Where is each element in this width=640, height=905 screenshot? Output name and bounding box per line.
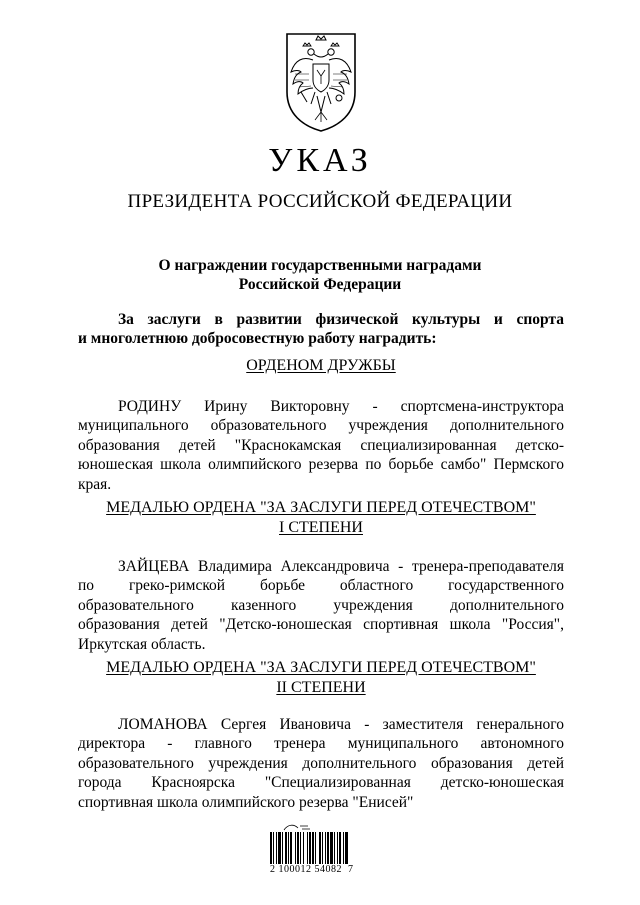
recipient-line: образования детей "Детско-юношеская спортивная школа "Россия", <box>78 616 564 634</box>
award-degree-line: II СТЕПЕНИ <box>276 679 366 696</box>
recipient-line: города Красноярска "Специализированная детско-юношеская <box>78 774 564 792</box>
recipient-line: края. <box>78 475 112 493</box>
recipient-line: юношеская школа олимпийского резерва по борьбе самбо" Пермского <box>78 456 564 474</box>
decree-intro <box>78 310 564 348</box>
barcode <box>262 822 382 882</box>
document-subtitle: ПРЕЗИДЕНТА РОССИЙСКОЙ ФЕДЕРАЦИИ <box>127 191 513 212</box>
recipient-line: образовательного казенного учреждения дополнительного <box>78 596 564 614</box>
award-recipient-zaitsev <box>78 557 564 654</box>
intro-line-1: За заслуги в развитии физической культуры и спорта <box>118 311 564 328</box>
award-name-line: МЕДАЛЬЮ ОРДЕНА "ЗА ЗАСЛУГИ ПЕРЕД ОТЕЧЕСТВОМ" <box>106 499 536 516</box>
barcode-bars-icon <box>270 832 382 864</box>
award-name-medal-1st-degree <box>78 498 564 538</box>
recipient-line: ЛОМАНОВА Сергея Ивановича - заместителя генерального <box>118 716 564 733</box>
award-degree-line: I СТЕПЕНИ <box>279 519 363 536</box>
recipient-line: спортивная школа олимпийского резерва "Енисей" <box>78 793 414 811</box>
coat-of-arms-icon <box>283 30 359 134</box>
award-name-friendship-order <box>78 356 564 376</box>
award-name-line: ОРДЕНОМ ДРУЖБЫ <box>246 357 396 374</box>
award-name-line: МЕДАЛЬЮ ОРДЕНА "ЗА ЗАСЛУГИ ПЕРЕД ОТЕЧЕСТВОМ" <box>106 659 536 676</box>
recipient-line: директора - главного тренера муниципального автономного <box>78 735 564 753</box>
award-recipient-rodina <box>78 397 564 494</box>
decree-heading <box>0 256 640 294</box>
recipient-line: образовательного учреждения дополнительного образования детей <box>78 754 564 772</box>
recipient-line: ЗАЙЦЕВА Владимира Александровича - тренера-преподавателя <box>118 558 564 575</box>
award-name-medal-2nd-degree <box>78 658 564 698</box>
intro-line-2: и многолетнюю добросовестную работу наградить: <box>78 330 437 347</box>
recipient-line: муниципального образовательного учреждения дополнительного <box>78 417 564 435</box>
heading-line-2: Российской Федерации <box>238 276 402 293</box>
barcode-number: 2 100012 54082 7 <box>270 864 354 875</box>
recipient-line: Иркутская область. <box>78 635 206 653</box>
document-title: УКАЗ <box>268 142 372 179</box>
barcode-stamp-icon <box>282 822 312 832</box>
heading-line-1: О награждении государственными наградами <box>158 257 482 274</box>
recipient-line: образования детей "Краснокамская специализированная детско- <box>78 436 564 454</box>
award-recipient-lomanov <box>78 715 564 812</box>
recipient-line: РОДИНУ Ирину Викторовну - спортсмена-инструктора <box>118 398 564 415</box>
recipient-line: по греко-римской борьбе областного государственного <box>78 577 564 595</box>
